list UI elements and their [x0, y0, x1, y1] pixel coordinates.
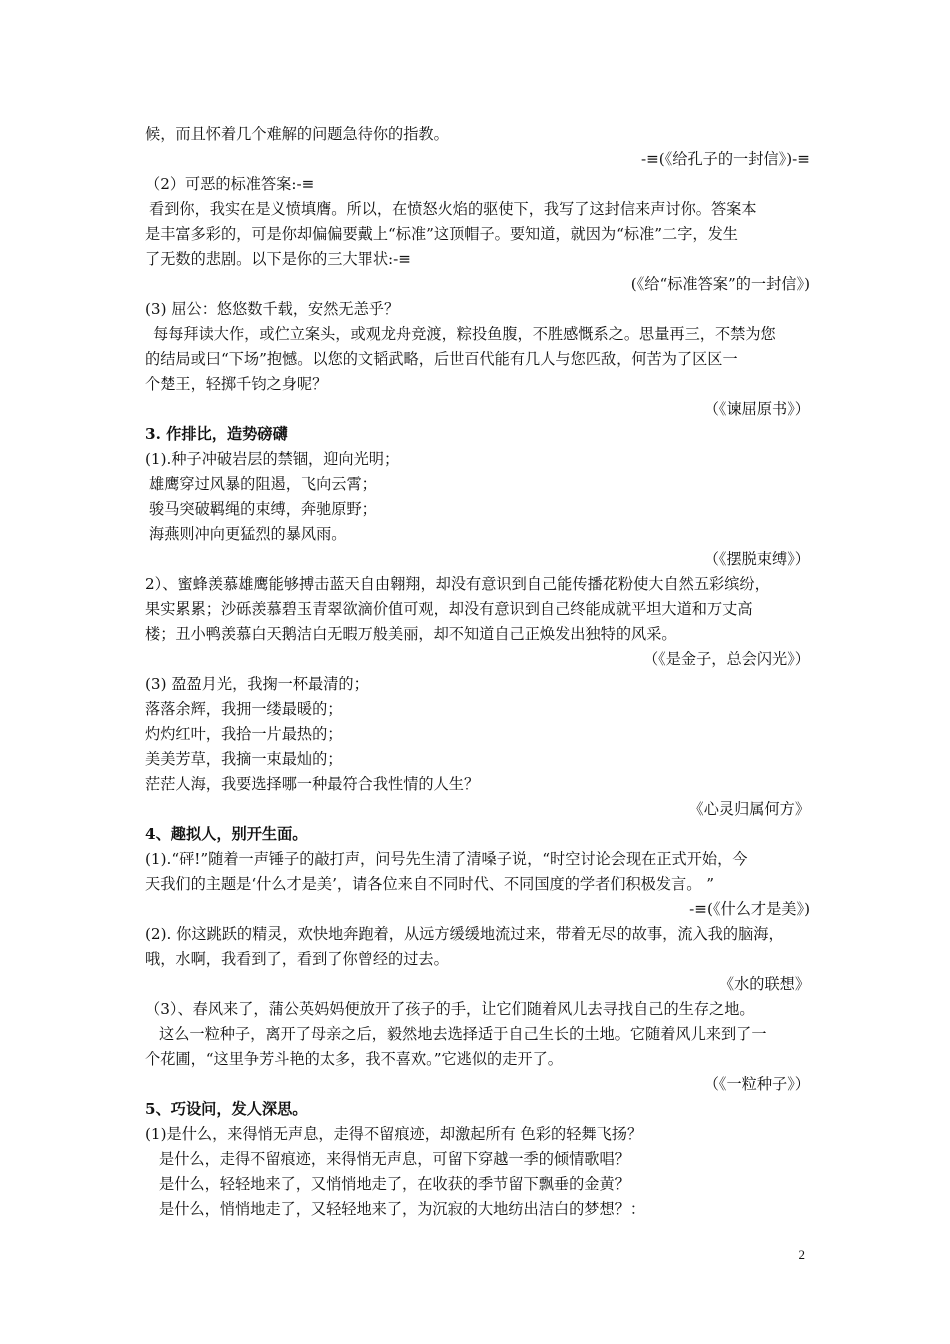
source-citation: （《一粒种子》） [703, 1075, 810, 1093]
source-citation: -≡(《给孔子的一封信》)-≡ [640, 150, 810, 168]
text-line: 候，而且怀着几个难解的问题急待你的指教。 [145, 125, 449, 143]
text-line: 骏马突破羁绳的束缚，奔驰原野； [149, 500, 377, 518]
text-line: （3）、春风来了，蒲公英妈妈便放开了孩子的手，让它们随着风儿去寻找自己的生存之地。 [145, 1000, 755, 1018]
text-line: 哦，水啊，我看到了，看到了你曾经的过去。 [145, 950, 449, 968]
text-line: 美美芳草，我摘一束最灿的； [145, 750, 343, 768]
text-line: 每每拜读大作，或伫立案头，或观龙舟竞渡，粽投鱼腹，不胜感慨系之。思量再三，不禁为您 [153, 325, 776, 343]
text-line: 了无数的悲剧。以下是你的三大罪状:-≡ [145, 250, 411, 268]
text-line: 2）、蜜蜂羡慕雄鹰能够搏击蓝天自由翱翔，却没有意识到自己能传播花粉使大自然五彩缤纷， [145, 575, 770, 593]
source-citation: 《水的联想》 [718, 975, 810, 993]
text-line: 是什么，走得不留痕迹，来得悄无声息，可留下穿越一季的倾情歌唱？ [159, 1150, 630, 1168]
text-line: (1).种子冲破岩层的禁锢，迎向光明； [145, 450, 400, 468]
text-line: 是什么，轻轻地来了，又悄悄地走了，在收获的季节留下飘垂的金黄？ [159, 1175, 630, 1193]
section-heading: 4、趣拟人，别开生面。 [145, 825, 308, 843]
text-line: 个楚王，轻掷千钧之身呢？ [145, 375, 328, 393]
source-citation: （《摆脱束缚》） [703, 550, 810, 568]
text-line: (1)是什么，来得悄无声息，走得不留痕迹，却激起所有 色彩的轻舞飞扬？ [145, 1125, 643, 1143]
source-citation: （《谏屈原书》） [703, 400, 810, 418]
text-line: 是丰富多彩的，可是你却偏偏要戴上“标准”这顶帽子。要知道，就因为“标准”二字，发生 [145, 225, 738, 243]
text-line: 雄鹰穿过风暴的阻遏，飞向云霄； [149, 475, 377, 493]
text-line: 看到你，我实在是义愤填膺。所以，在愤怒火焰的驱使下，我写了这封信来声讨你。答案本 [149, 200, 757, 218]
text-line: 果实累累；沙砾羡慕碧玉青翠欲滴价值可观，却没有意识到自己终能成就平坦大道和万丈高 [145, 600, 753, 618]
section-heading: 5、巧设问，发人深思。 [145, 1100, 308, 1118]
text-line: 楼；丑小鸭羡慕白天鹅洁白无暇万般美丽，却不知道自己正焕发出独特的风采。 [145, 625, 677, 643]
text-line: (3) 盈盈月光，我掬一杯最清的； [145, 675, 369, 693]
text-line: 天我们的主题是‘什么才是美’，请各位来自不同时代、不同国度的学者们积极发言。 ” [145, 875, 714, 893]
page-body [145, 122, 810, 1222]
text-line: (1).“砰!”随着一声锤子的敲打声，问号先生清了清嗓子说，“时空讨论会现在正式开始，今 [145, 850, 748, 868]
text-line: 落落余辉，我拥一缕最暖的； [145, 700, 343, 718]
text-line: 是什么，悄悄地走了，又轻轻地来了，为沉寂的大地纺出洁白的梦想？： [159, 1200, 645, 1218]
section-heading: 3. 作排比，造势磅礴 [145, 425, 288, 443]
example-heading: （2）可恶的标准答案:-≡ [145, 175, 315, 193]
text-line: 灼灼红叶，我拾一片最热的； [145, 725, 343, 743]
example-heading: (3) 屈公：悠悠数千载，安然无恙乎？ [145, 300, 400, 318]
source-citation: （《是金子，总会闪光》） [642, 650, 810, 668]
source-citation: -≡(《什么才是美》) [689, 900, 810, 918]
source-citation: (《给“标准答案”的一封信》) [630, 275, 810, 293]
text-line: 茫茫人海，我要选择哪一种最符合我性情的人生？ [145, 775, 480, 793]
source-citation: 《心灵归属何方》 [688, 800, 810, 818]
text-line: 的结局或曰“下场”抱憾。以您的文韬武略，后世百代能有几人与您匹敌，何苦为了区区一 [145, 350, 738, 368]
text-line: 个花圃，“这里争芳斗艳的太多，我不喜欢。”它逃似的走开了。 [145, 1050, 563, 1068]
text-line: (2). 你这跳跃的精灵，欢快地奔跑着，从远方缓缓地流过来，带着无尽的故事，流入我的脑海， [145, 925, 784, 943]
page-number: 2 [798, 1247, 805, 1262]
text-line: 这么一粒种子，离开了母亲之后，毅然地去选择适于自己生长的土地。它随着风儿来到了一 [159, 1025, 767, 1043]
text-line: 海燕则冲向更猛烈的暴风雨。 [149, 525, 347, 543]
